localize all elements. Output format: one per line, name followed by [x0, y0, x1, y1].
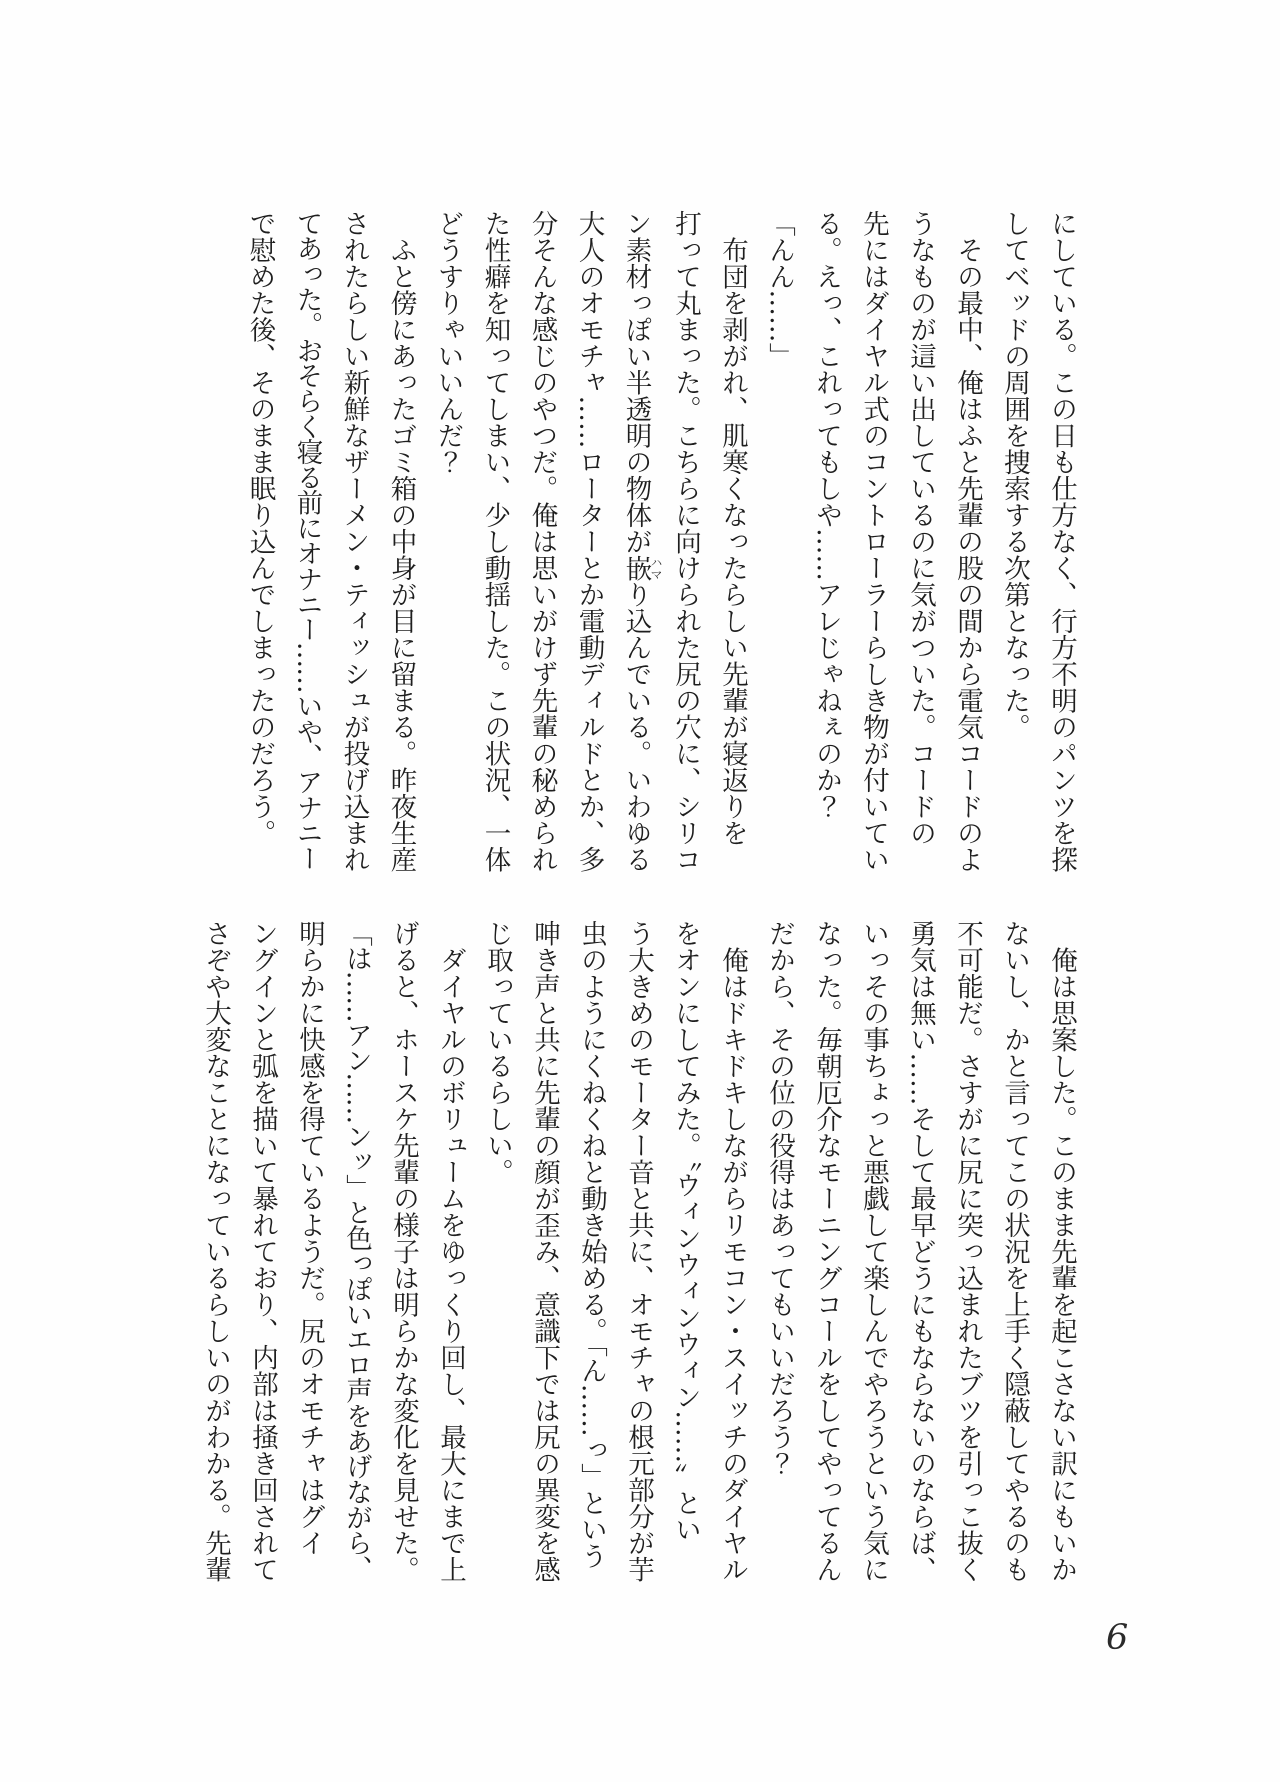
ruby-word	[620, 554, 663, 582]
text-line-with-furigana	[613, 210, 663, 874]
text-line: ングインと弧を描いて暴れており、内部は掻き回されて	[247, 920, 278, 1583]
text-line: 俺はドキドキしながらリモコン・スイッチのダイヤル	[717, 920, 748, 1583]
text-line: どうすりゃいいんだ？	[432, 210, 464, 475]
text-line: 不可能だ。さすがに尻に突っ込まれたブツを引っこ抜く	[952, 920, 983, 1583]
lower-text-block	[192, 920, 1085, 1584]
text-line: う大きめのモーター音と共に、オモチャの根元部分が芋	[623, 920, 654, 1583]
ruby-base-kanji: 嵌	[620, 554, 652, 581]
text-line: 勇気は無い……そして最早どうにもならないのならば、	[905, 920, 936, 1583]
text-line: 先にはダイヤル式のコントローラーらしき物が付いてい	[858, 210, 889, 873]
text-line: ダイヤルのボリュームをゆっくり回し、最大にまで上	[435, 920, 466, 1583]
text-line: うなものが這い出しているのに気がついた。コードの	[905, 210, 936, 846]
ruby-pre-text: ン素材っぽい半透明の物体が	[620, 210, 652, 555]
text-line: 俺は思案した。このまま先輩を起こさない訳にもいか	[1046, 920, 1077, 1583]
text-line: その最中、俺はふと先輩の股の間から電気コードのよ	[952, 210, 983, 873]
upper-text-block	[237, 210, 1086, 874]
text-line: 虫のようにくねくねと動き始める。「ん……っ」という	[576, 920, 607, 1570]
text-line: してベッドの周囲を捜索する次第となった。	[999, 210, 1030, 740]
text-line-dialogue: 「は……アン……ンッ」と色っぽいエロ声をあげながら、	[341, 920, 372, 1581]
text-line-dialogue: 「んん……」	[764, 210, 795, 369]
text-line: ふと傍にあったゴミ箱の中身が目に留まる。昨夜生産	[385, 210, 417, 873]
text-line: にしている。この日も仕方なく、行方不明のパンツを探	[1046, 210, 1077, 873]
text-line: さぞや大変なことになっているらしいのがわかる。先輩	[200, 920, 231, 1583]
text-line: る。えっ、これってもしや……アレじゃねぇのか？	[811, 210, 842, 820]
text-line: をオンにしてみた。〝ウィンウィンウィン……〟とい	[670, 920, 701, 1543]
text-line: だから、その位の役得はあってもいいだろう？	[764, 920, 795, 1477]
text-line: てあった。おそらく寝る前にオナニー……いや、アナニー	[291, 210, 323, 871]
text-line: いっその事ちょっと悪戯して楽しんでやろうという気に	[858, 920, 889, 1583]
text-line: 大人のオモチャ……ローターとか電動ディルドとか、多	[573, 210, 605, 873]
ruby-post-text: り込んでいる。いわゆる	[620, 581, 652, 873]
text-line: で慰めた後、そのまま眠り込んでしまったのだろう。	[244, 210, 276, 846]
text-line: 分そんな感じのやつだ。俺は思いがけず先輩の秘められ	[526, 210, 558, 873]
text-line: げると、ホースケ先輩の様子は明らかな変化を見せた。	[388, 920, 419, 1583]
text-line: た性癖を知ってしまい、少し動揺した。この状況、一体	[479, 210, 511, 873]
text-line: されたらしい新鮮なザーメン・ティッシュが投げ込まれ	[338, 210, 370, 873]
furigana: ハマ	[649, 554, 663, 581]
text-line: ないし、かと言ってこの状況を上手く隠蔽してやるのも	[999, 920, 1030, 1583]
page-number: 6	[1106, 1618, 1129, 1658]
text-line: じ取っているらしい。	[482, 920, 513, 1185]
text-line: なった。毎朝厄介なモーニングコールをしてやってるん	[811, 920, 842, 1583]
text-line: 打って丸まった。こちらに向けられた尻の穴に、シリコ	[670, 210, 701, 873]
text-line: 呻き声と共に先輩の顔が歪み、意識下では尻の異変を感	[529, 920, 560, 1583]
text-line: 明らかに快感を得ているようだ。尻のオモチャはグイ	[294, 920, 325, 1556]
text-line: 布団を剥がれ、肌寒くなったらしい先輩が寝返りを	[717, 210, 748, 846]
